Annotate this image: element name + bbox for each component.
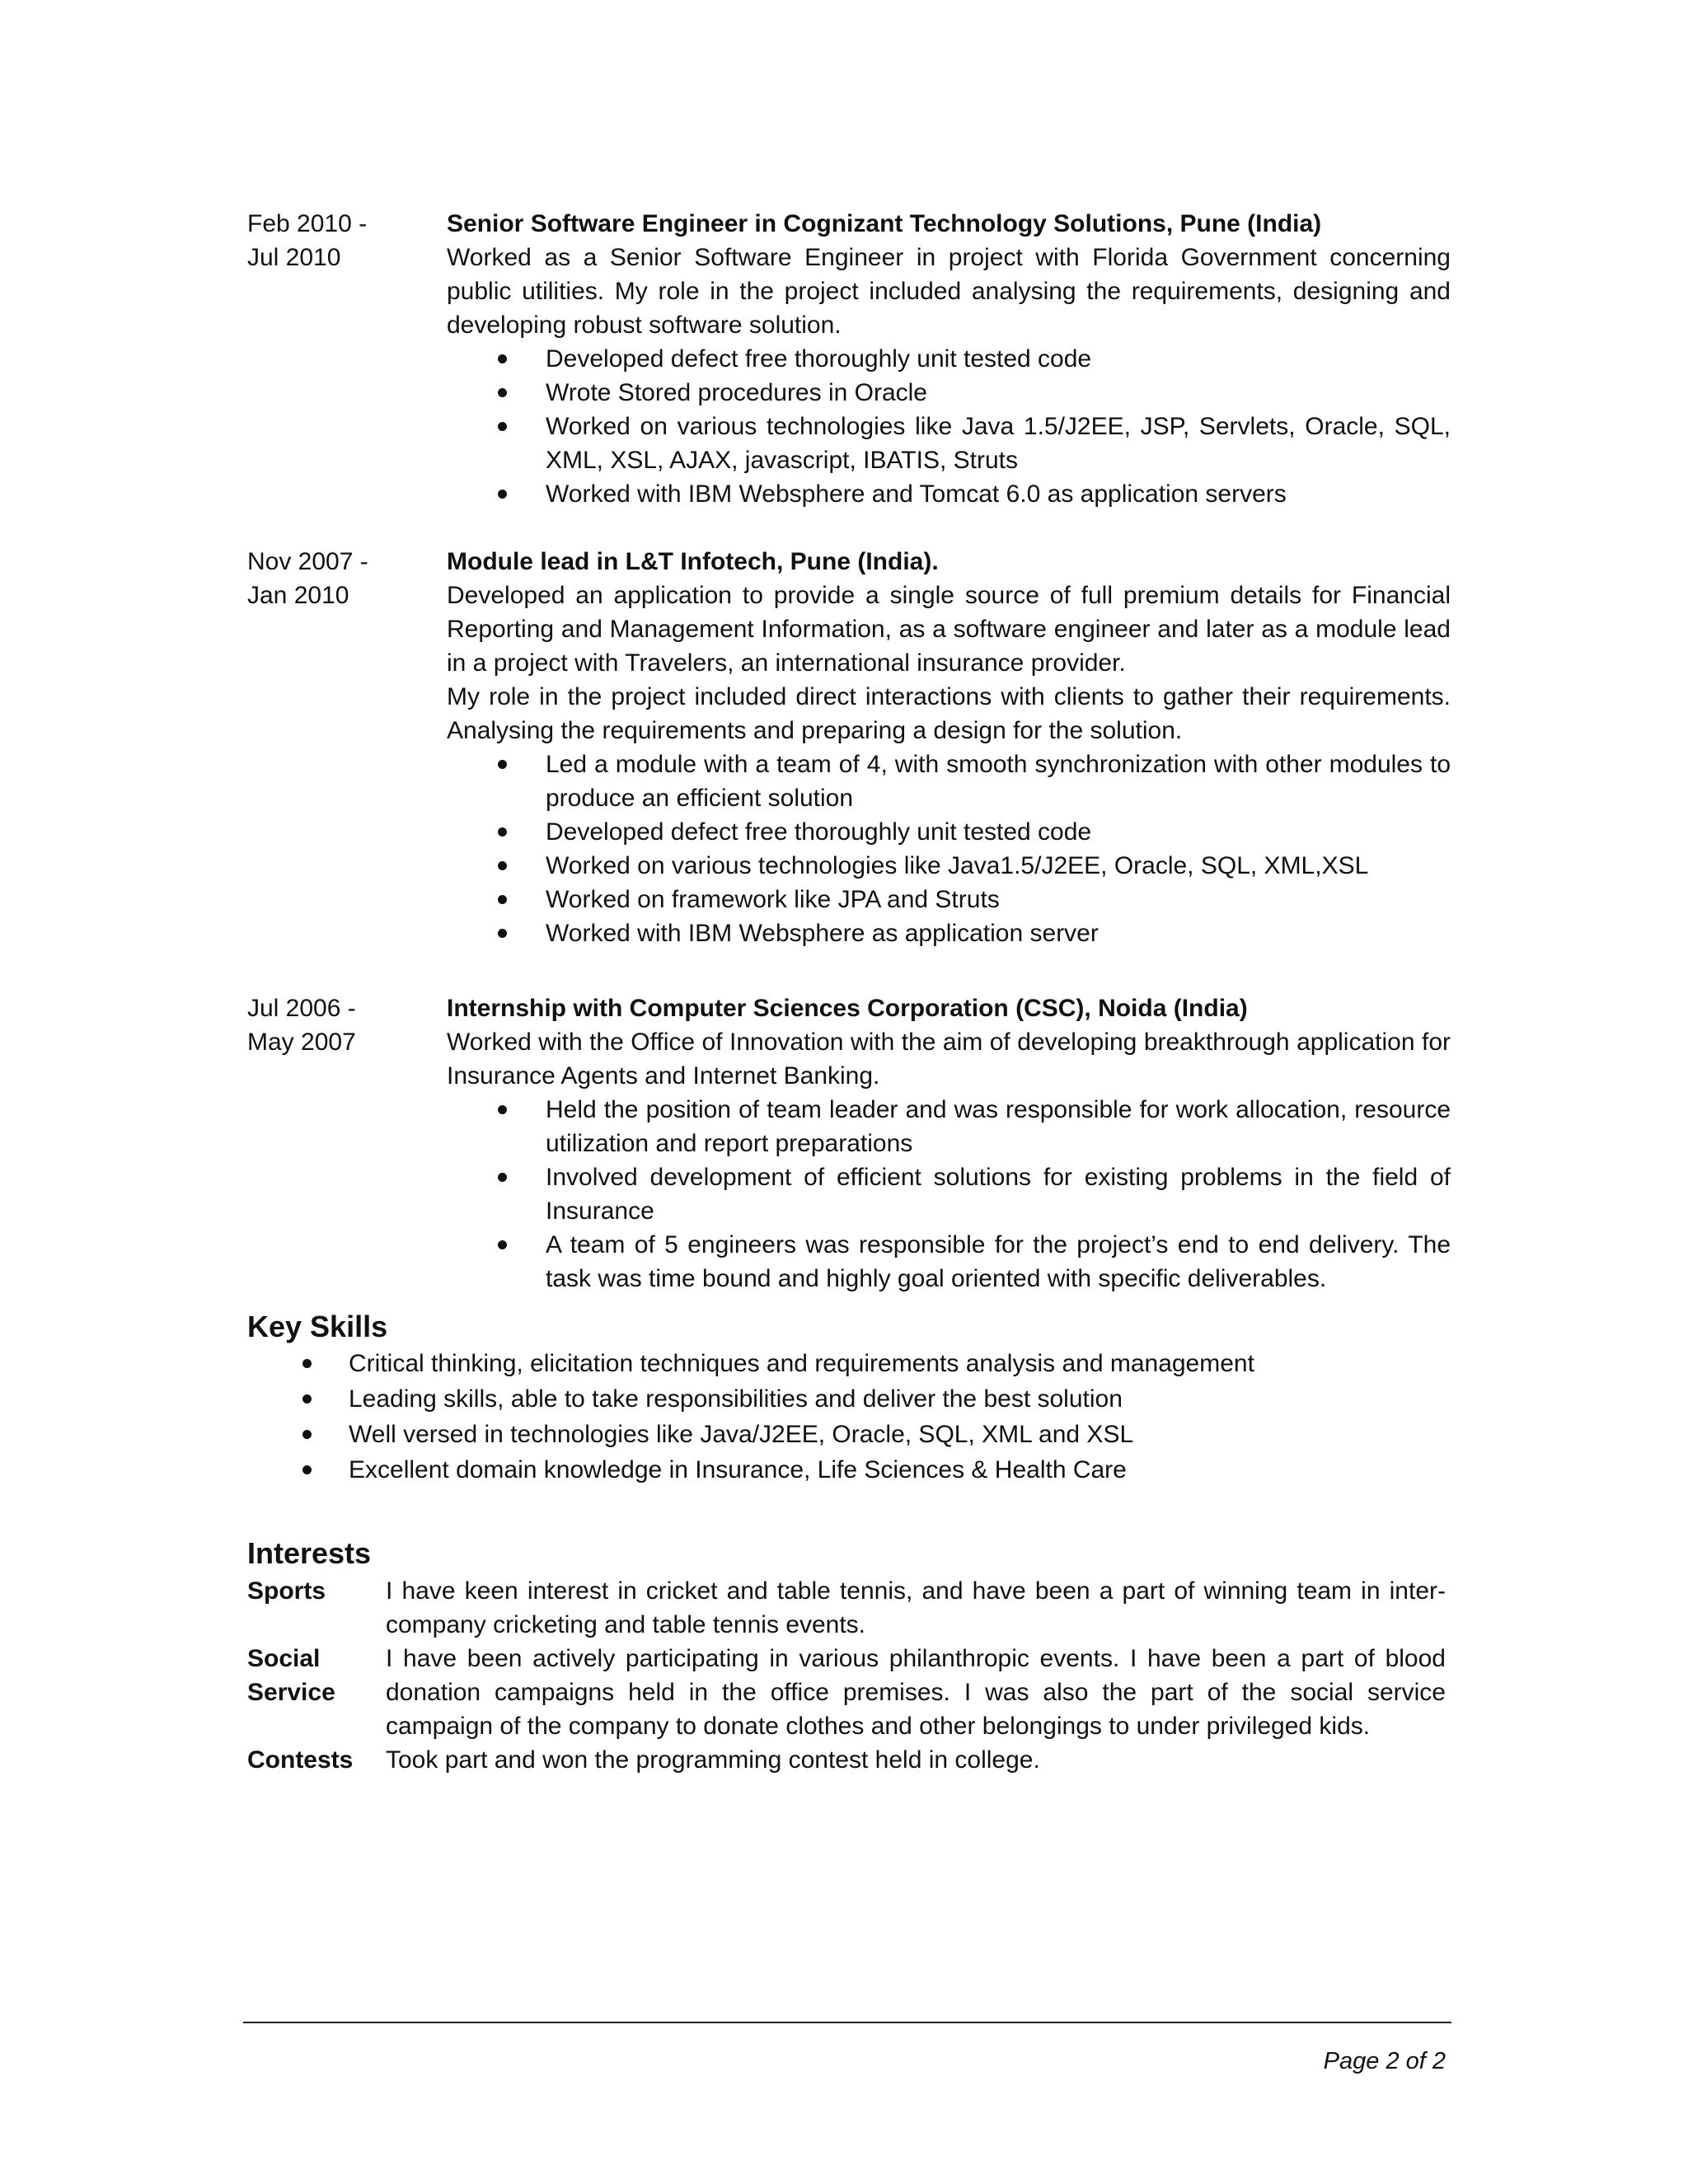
bullet-icon (302, 1359, 312, 1368)
interests-heading: Interests (247, 1536, 372, 1570)
job-role: My role in the project included direct interactions with clients to gather their requirements. Analysing the requirements and preparing a design for the solution. (447, 683, 1451, 744)
list-item (247, 1417, 1451, 1452)
entry-dates (247, 991, 447, 1296)
list-item (447, 477, 1451, 511)
bullet-icon (498, 490, 507, 499)
job-description: Worked with the Office of Innovation with the aim of developing breakthrough application for Insurance Agents and Internet Banking. (447, 1029, 1451, 1090)
bullet-icon (498, 929, 507, 938)
bullet-icon (498, 1240, 507, 1249)
job-title: Internship with Computer Sciences Corporation (CSC), Noida (India) (447, 995, 1248, 1022)
bullet-icon (498, 1173, 507, 1182)
bullet-icon (498, 1105, 507, 1114)
bullet-text: Developed defect free thoroughly unit tested code (546, 818, 1092, 846)
list-item (447, 410, 1451, 477)
bullet-icon (302, 1394, 312, 1404)
bullet-icon (498, 422, 507, 431)
bullet-text: Led a module with a team of 4, with smooth synchronization with other modules to produce an efficient solution (546, 751, 1451, 812)
bullet-icon (498, 895, 507, 904)
bullet-text: Worked on various technologies like Java1.5/J2EE, Oracle, SQL, XML,XSL (546, 852, 1369, 879)
entry-content (447, 207, 1451, 511)
bullet-text: Worked with IBM Websphere as application server (546, 920, 1099, 947)
skill-text: Excellent domain knowledge in Insurance, Life Sciences & Health Care (349, 1456, 1127, 1483)
list-item (247, 1346, 1451, 1381)
interest-label-social-service: Social Service (247, 1645, 335, 1706)
job-bullets (447, 748, 1451, 950)
bullet-text: Wrote Stored procedures in Oracle (546, 379, 927, 406)
skill-text: Well versed in technologies like Java/J2EE, Oracle, SQL, XML and XSL (349, 1421, 1134, 1448)
job-bullets (447, 342, 1451, 511)
interest-label-sports: Sports (247, 1577, 326, 1605)
job-description: Developed an application to provide a single source of full premium details for Financial Reporting and Management Information, as a software engineer and later as a module lead in a project with Travelers, an international insurance provider. (447, 582, 1451, 677)
job-title: Senior Software Engineer in Cognizant Technology Solutions, Pune (India) (447, 210, 1322, 237)
list-item (447, 1160, 1451, 1228)
list-item (447, 815, 1451, 849)
interest-label-contests: Contests (247, 1746, 354, 1774)
bullet-icon (498, 760, 507, 769)
interests-list (247, 1574, 1446, 1777)
bullet-text: Involved development of efficient solutions for existing problems in the field of Insurance (546, 1164, 1451, 1225)
bullet-text: Worked on framework like JPA and Struts (546, 886, 1000, 913)
list-item (447, 1093, 1451, 1160)
skill-text: Critical thinking, elicitation techniques and requirements analysis and management (349, 1350, 1254, 1377)
list-item (447, 883, 1451, 916)
list-item (247, 1381, 1451, 1417)
bullet-icon (498, 827, 507, 837)
list-item (447, 376, 1451, 410)
bullet-text: Developed defect free thoroughly unit tested code (546, 345, 1092, 373)
experience-entry-lnt-infotech (247, 545, 1451, 950)
bullet-text: A team of 5 engineers was responsible for the project’s end to end delivery. The task was time bound and highly goal oriented with specific deliverables. (546, 1231, 1451, 1292)
entry-content (447, 991, 1451, 1296)
date-end: May 2007 (247, 1029, 356, 1056)
entry-content (447, 545, 1451, 950)
date-start: Nov 2007 - (247, 548, 368, 575)
bullet-text: Worked on various technologies like Java 1.5/J2EE, JSP, Servlets, Oracle, SQL, XML, XSL, AJAX, javascript, IBATIS, Struts (546, 413, 1451, 474)
interest-text-sports: I have keen interest in cricket and table tennis, and have been a part of winning team in inter-company cricketing and table tennis events. (386, 1577, 1446, 1638)
bullet-icon (498, 388, 507, 397)
bullet-icon (302, 1465, 312, 1474)
bullet-icon (498, 354, 507, 363)
bullet-icon (302, 1430, 312, 1439)
date-end: Jul 2010 (247, 244, 341, 271)
key-skills-list (247, 1346, 1451, 1488)
footer-divider (243, 2022, 1451, 2023)
list-item (247, 1452, 1451, 1488)
bullet-icon (498, 861, 507, 870)
date-start: Jul 2006 - (247, 995, 356, 1022)
list-item (447, 342, 1451, 376)
date-end: Jan 2010 (247, 582, 349, 609)
entry-dates (247, 545, 447, 950)
interest-text-social-service: I have been actively participating in various philanthropic events. I have been a part of blood donation campaigns held in the office premises. I was also the part of the social service campaign of the company to donate clothes and other belongings to under privileged kids. (386, 1645, 1446, 1740)
key-skills-heading: Key Skills (247, 1310, 388, 1343)
bullet-text: Held the position of team leader and was responsible for work allocation, resource utilization and report preparations (546, 1096, 1451, 1157)
experience-entry-cognizant (247, 207, 1451, 511)
list-item (447, 748, 1451, 815)
experience-entry-csc-internship (247, 991, 1451, 1296)
job-bullets (447, 1093, 1451, 1296)
date-start: Feb 2010 - (247, 210, 368, 237)
job-title: Module lead in L&T Infotech, Pune (India). (447, 548, 939, 575)
job-description: Worked as a Senior Software Engineer in project with Florida Government concerning public utilities. My role in the project included analysing the requirements, designing and developing robust software solution. (447, 244, 1451, 339)
bullet-text: Worked with IBM Websphere and Tomcat 6.0 as application servers (546, 480, 1287, 508)
page-number: Page 2 of 2 (1323, 2048, 1446, 2074)
skill-text: Leading skills, able to take responsibilities and deliver the best solution (349, 1385, 1123, 1413)
interest-text-contests: Took part and won the programming contest held in college. (386, 1746, 1040, 1774)
list-item (447, 916, 1451, 950)
entry-dates (247, 207, 447, 511)
list-item (447, 849, 1451, 883)
list-item (447, 1228, 1451, 1296)
